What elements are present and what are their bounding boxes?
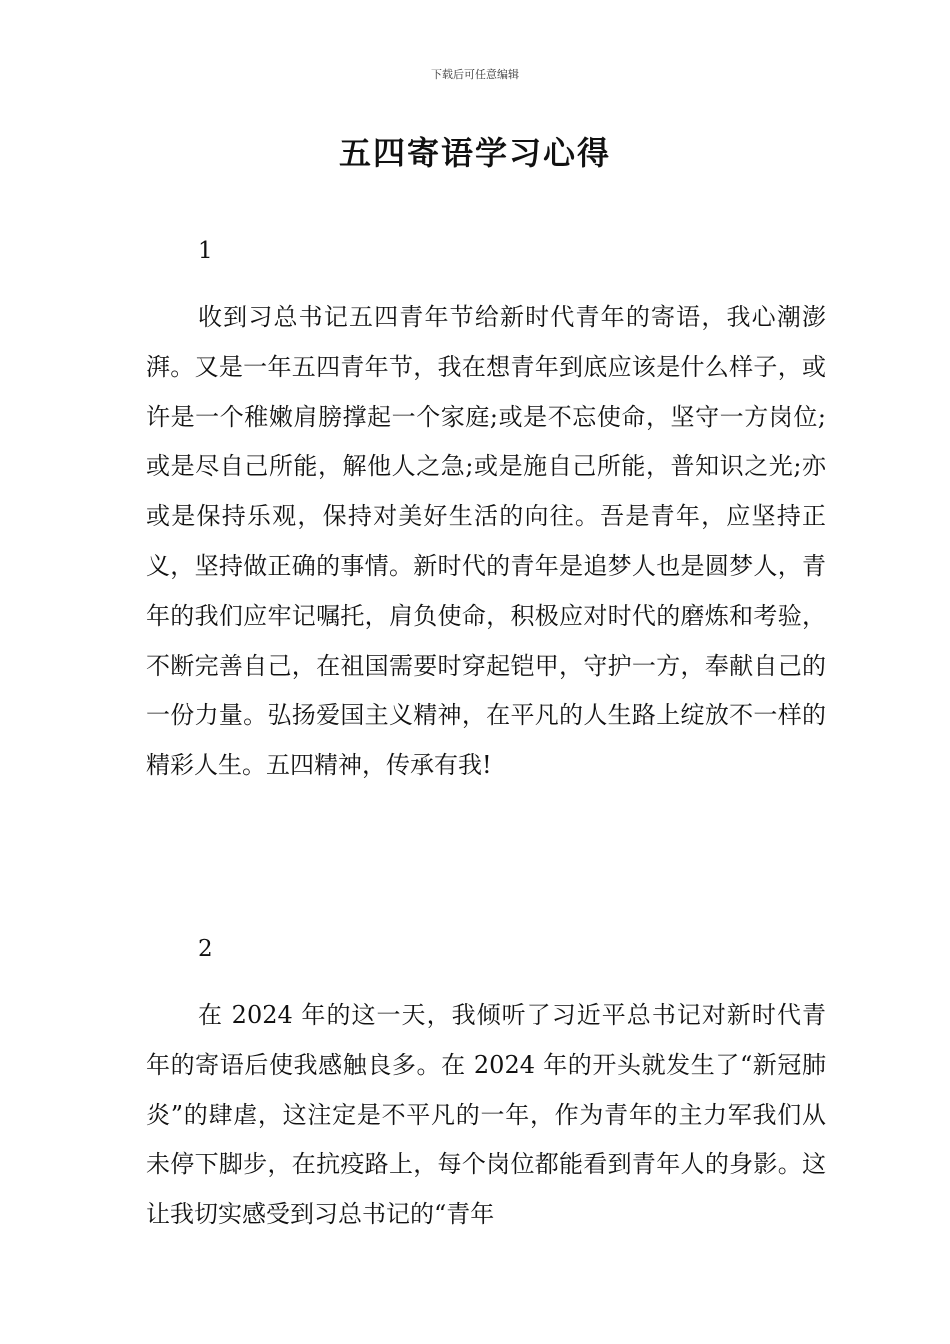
header-note: 下载后可任意编辑 (431, 68, 519, 81)
document-title: 五四寄语学习心得 (338, 134, 611, 172)
section-number: 2 (198, 936, 213, 962)
section-1 (146, 236, 826, 791)
section-2 (146, 934, 826, 1240)
section-number: 1 (198, 238, 213, 264)
section-paragraph: 在 2024 年的这一天，我倾听了习近平总书记对新时代青年的寄语后使我感触良多。在 2024 年的开头就发生了“新冠肺炎”的肆虐，这注定是不平凡的一年，作为青年的主力军我们从未停下脚步，在抗疫路上，每个岗位都能看到青年人的身影。这让我切实感受到习总书记的“青年 (146, 1001, 826, 1229)
section-paragraph: 收到习总书记五四青年节给新时代青年的寄语，我心潮澎湃。又是一年五四青年节，我在想青年到底应该是什么样子，或许是一个稚嫩肩膀撑起一个家庭;或是不忘使命，坚守一方岗位;或是尽自己所能，解他人之急;或是施自己所能，普知识之光;亦或是保持乐观，保持对美好生活的向往。吾是青年，应坚持正义，坚持做正确的事情。新时代的青年是追梦人也是圆梦人，青年的我们应牢记嘱托，肩负使命，积极应对时代的磨炼和考验，不断完善自己，在祖国需要时穿起铠甲，守护一方，奉献自己的一份力量。弘扬爱国主义精神，在平凡的人生路上绽放不一样的精彩人生。五四精神，传承有我! (146, 303, 826, 780)
